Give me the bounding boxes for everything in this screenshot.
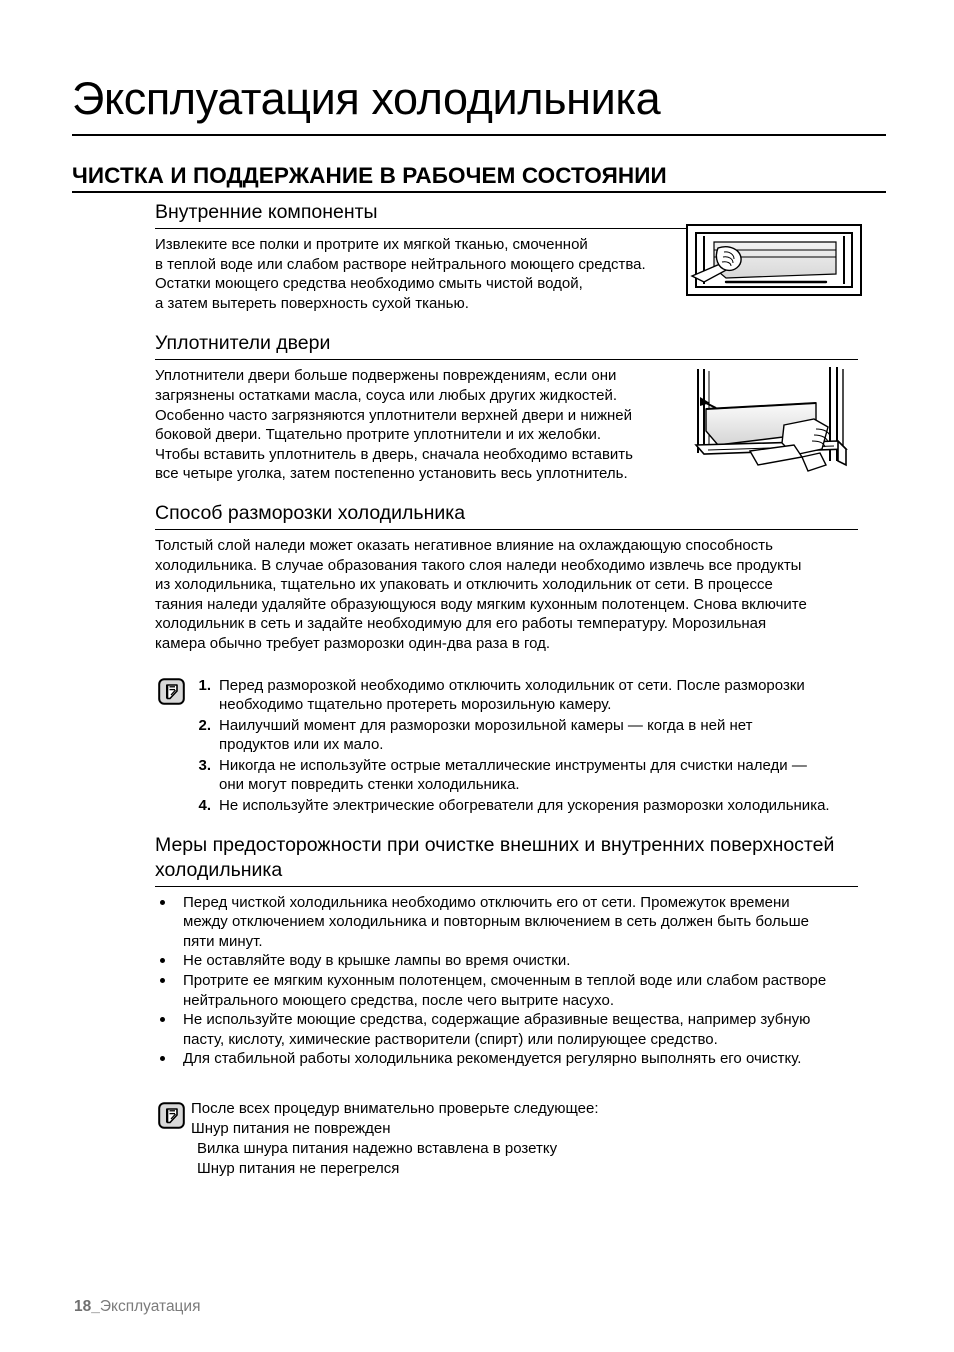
- content-column: [155, 200, 858, 1179]
- list-item: [191, 676, 858, 715]
- text-line: холодильник в сеть и задайте необходимую для его работы температуру. Морозильная: [155, 615, 767, 633]
- subsection-heading-door-seals: Уплотнители двери: [155, 332, 331, 355]
- text-line: Не используйте моющие средства, содержащие абразивные вещества, например зубную: [183, 1011, 811, 1029]
- text-line: пяти минут.: [183, 932, 263, 950]
- bullet-icon: [160, 900, 165, 905]
- subsection-interior-components: [155, 200, 858, 313]
- text-line: нейтрального моющего средства, после чего вытрите насухо.: [183, 991, 614, 1009]
- note-pen-icon: [158, 1102, 185, 1129]
- text-line: Наилучший момент для разморозки морозильной камеры — когда в ней нет: [219, 716, 753, 734]
- text-line: из холодильника, тщательно их упаковать и отключить холодильник от сети. В процессе: [155, 576, 773, 594]
- text-line: Не используйте электрические обогреватели для ускорения разморозки холодильника.: [219, 797, 830, 815]
- text-line: Протрите ее мягким кухонным полотенцем, смоченным в теплой воде или слабом растворе: [183, 972, 827, 990]
- paragraph-defrost: [155, 536, 858, 654]
- text-line: холодильника. В случае образования такого слоя наледи необходимо извлечь все продукты: [155, 556, 802, 574]
- title-divider: [72, 134, 886, 136]
- note-line: После всех процедур внимательно проверьте следующее:: [191, 1100, 599, 1117]
- bullet-icon: [160, 1017, 165, 1022]
- subsection-precautions: [155, 833, 858, 1069]
- subsection-heading-interior: Внутренние компоненты: [155, 201, 378, 223]
- defrost-note-block: [155, 676, 858, 816]
- text-line: таяния наледи удаляйте образующуюся воду мягким кухонным полотенцем. Снова включите: [155, 595, 807, 613]
- final-check-note: [155, 1099, 858, 1179]
- list-item: [155, 1049, 858, 1069]
- list-item: [155, 951, 858, 971]
- text-line: необходимо тщательно протереть морозильную камеру.: [219, 696, 612, 714]
- list-item-text: [219, 676, 858, 715]
- text-line: а затем вытереть поверхность сухой тканью.: [155, 294, 469, 312]
- text-line: между отключением холодильника и повторным включением в сеть должен быть больше: [183, 913, 809, 931]
- section-title: ЧИСТКА И ПОДДЕРЖАНИЕ В РАБОЧЕМ СОСТОЯНИИ: [72, 163, 667, 188]
- list-item-text: [183, 1010, 858, 1049]
- spacer: [155, 817, 858, 833]
- text-line: Перед разморозкой необходимо отключить холодильник от сети. После разморозки: [219, 676, 805, 694]
- subsection-heading-precautions: [155, 833, 858, 886]
- subsection-defrost: [155, 501, 858, 654]
- heading-line: Меры предосторожности при очистке внешних и внутренних: [155, 833, 705, 856]
- subsection-door-seals: [155, 331, 858, 484]
- text-line: Перед чисткой холодильника необходимо отключить его от сети. Промежуток времени: [183, 893, 790, 911]
- text-line: Остатки моющего средства необходимо смыть чистой водой,: [155, 275, 583, 293]
- section-divider: [72, 191, 886, 193]
- list-item: [155, 893, 858, 952]
- list-item-number: 4.: [198, 797, 211, 815]
- list-item-text: [183, 1049, 858, 1069]
- note-line: Шнур питания не поврежден: [191, 1120, 391, 1137]
- page-title: Эксплуатация холодильника: [72, 73, 661, 124]
- list-item-text: [219, 756, 858, 795]
- note-line: Шнур питания не перегрелся: [197, 1160, 400, 1177]
- list-item-text: [183, 893, 858, 952]
- text-line: Чтобы вставить уплотнитель в дверь, сначала необходимо вставить: [155, 445, 633, 463]
- list-item-text: [219, 796, 858, 816]
- shelf-cleaning-illustration: [686, 224, 862, 296]
- list-item-number: 2.: [198, 716, 211, 734]
- text-line: Извлеките все полки и протрите их мягкой тканью, смоченной: [155, 236, 588, 253]
- subsection-heading-rule: [155, 529, 858, 530]
- note-line: Вилка шнура питания надежно вставлена в розетку: [197, 1140, 558, 1157]
- text-line: загрязнены остатками масла, соуса или любых других жидкостей.: [155, 386, 618, 404]
- footer-label: Эксплуатация: [99, 1298, 201, 1315]
- note-pen-icon: [158, 678, 185, 705]
- spacer: [155, 1069, 858, 1099]
- spacer: [155, 654, 858, 676]
- subsection-heading-rule: [155, 886, 858, 887]
- text-line: продуктов или их мало.: [219, 736, 384, 754]
- precautions-bullet-list: [155, 893, 858, 1069]
- text-line: пасту, кислоту, химические растворители (спирт) или полирующее средство.: [183, 1030, 718, 1048]
- list-item-text: [183, 971, 858, 1010]
- text-line: Уплотнители двери больше подвержены повреждениям, если они: [155, 367, 617, 385]
- text-line: Толстый слой наледи может оказать негативное влияние на охлаждающую способность: [155, 536, 773, 554]
- text-line: все четыре уголка, затем постепенно установить весь уплотнитель.: [155, 465, 628, 483]
- text-line: Не оставляйте воду в крышке лампы во время очистки.: [183, 952, 571, 970]
- text-line: Никогда не используйте острые металлические инструменты для счистки наледи —: [219, 756, 807, 774]
- list-item: [155, 971, 858, 1010]
- list-item-number: 3.: [198, 756, 211, 774]
- bullet-icon: [160, 958, 165, 963]
- text-line: в теплой воде или слабом растворе нейтрального моющего средства.: [155, 255, 646, 273]
- text-line: боковой двери. Тщательно протрите уплотнители и их желобки.: [155, 426, 602, 444]
- door-seal-illustration: [688, 353, 864, 481]
- text-line: Для стабильной работы холодильника рекомендуется регулярно выполнять его очистку.: [183, 1050, 802, 1068]
- list-item: [191, 796, 858, 816]
- defrost-numbered-list: [191, 676, 858, 816]
- text-line: они могут повредить стенки холодильника.: [219, 776, 520, 794]
- spacer: [155, 484, 858, 501]
- list-item-text: [183, 951, 858, 971]
- heading-line: поверхностей холодильника: [155, 833, 835, 881]
- text-line: камера обычно требует разморозки один-два раза в год.: [155, 634, 551, 652]
- bullet-icon: [160, 978, 165, 983]
- spacer: [155, 313, 858, 331]
- bullet-icon: [160, 1056, 165, 1061]
- subsection-heading-defrost: Способ разморозки холодильника: [155, 501, 466, 524]
- list-item: [191, 716, 858, 755]
- list-item: [155, 1010, 858, 1049]
- text-line: Особенно часто загрязняются уплотнители верхней двери и нижней: [155, 406, 633, 424]
- page-footer: [74, 1297, 201, 1317]
- list-item-text: [219, 716, 858, 755]
- list-item: [191, 756, 858, 795]
- page-number: 18_: [74, 1298, 100, 1315]
- list-item-number: 1.: [198, 676, 211, 694]
